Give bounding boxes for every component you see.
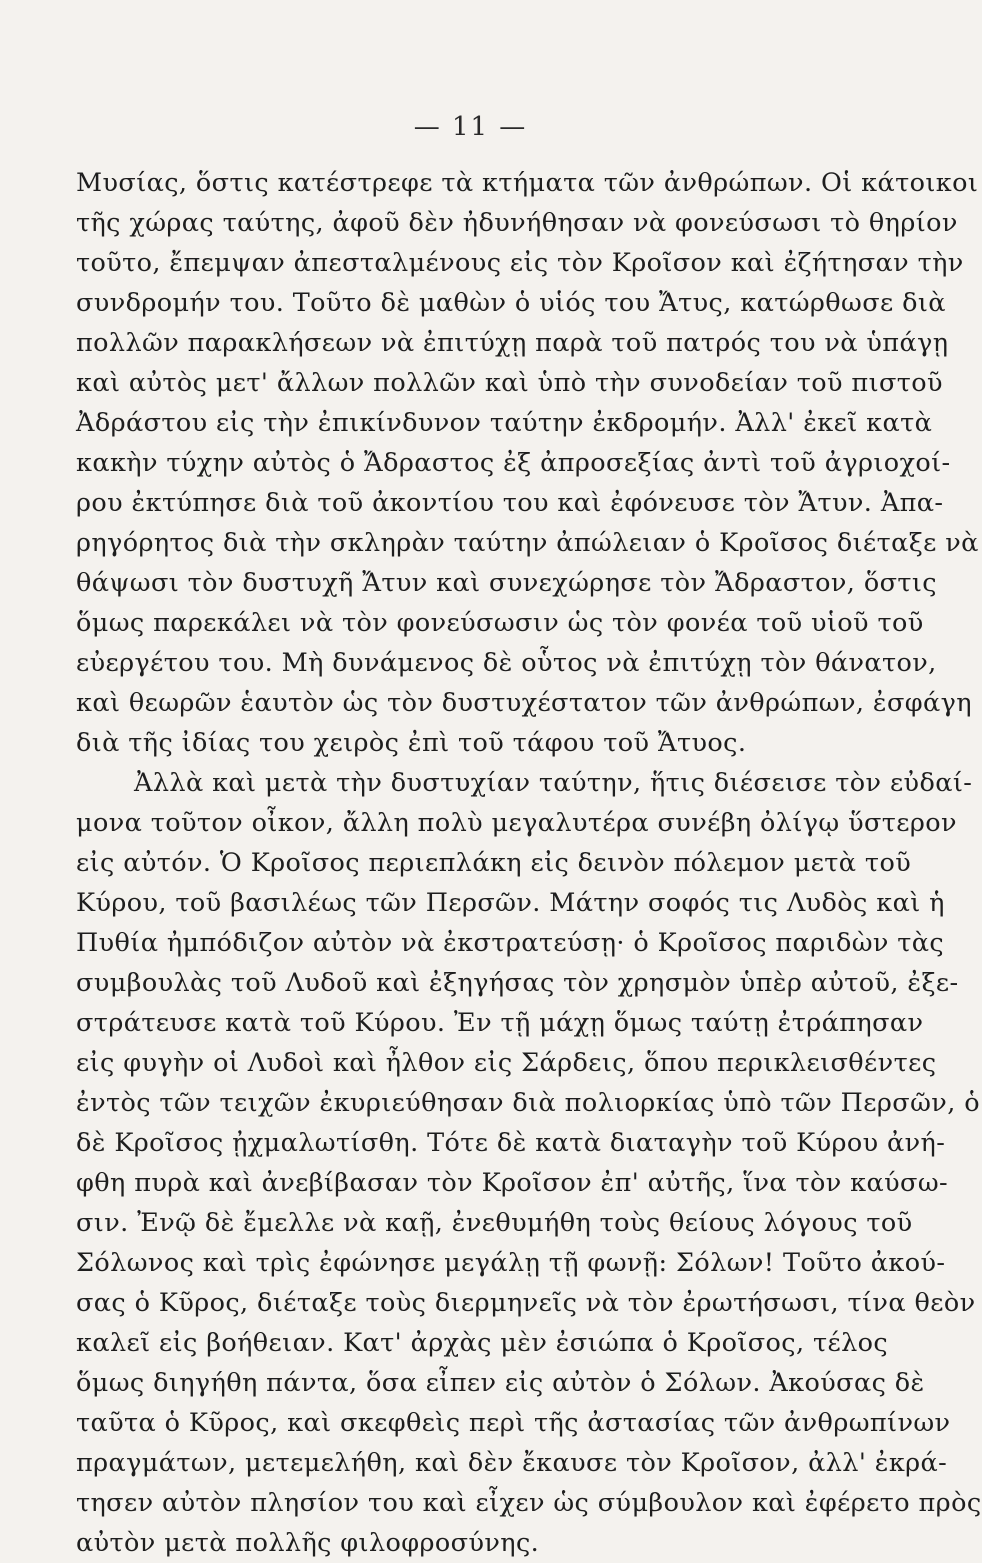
text-line: Ἀλλὰ καὶ μετὰ τὴν δυστυχίαν ταύτην, ἥτις διέσεισε τὸν εὐδαί- (134, 768, 973, 798)
text-line: συνδρομήν του. Τοῦτο δὲ μαθὼν ὁ υἱός του Ἄτυς, κατώρθωσε διὰ (76, 288, 946, 318)
text-line: Πυθία ἠμπόδιζον αὐτὸν νὰ ἐκστρατεύσῃ· ὁ Κροῖσος παριδὼν τὰς (76, 928, 945, 958)
text-line: φθη πυρὰ καὶ ἀνεβίβασαν τὸν Κροῖσον ἐπ' αὐτῆς, ἵνα τὸν καύσω- (76, 1168, 949, 1198)
text-line: αὐτὸν μετὰ πολλῆς φιλοφροσύνης. (76, 1528, 540, 1558)
text-line: ρου ἐκτύπησε διὰ τοῦ ἀκοντίου του καὶ ἐφόνευσε τὸν Ἄτυν. Ἀπα- (76, 488, 944, 518)
text-line: ὅμως διηγήθη πάντα, ὅσα εἶπεν εἰς αὐτὸν ὁ Σόλων. Ἀκούσας δὲ (76, 1368, 925, 1398)
text-line: Μυσίας, ὅστις κατέστρεφε τὰ κτήματα τῶν ἀνθρώπων. Οἱ κάτοικοι (76, 168, 979, 198)
text-line: διὰ τῆς ἰδίας του χειρὸς ἐπὶ τοῦ τάφου τοῦ Ἄτυος. (76, 728, 747, 758)
text-line: τοῦτο, ἔπεμψαν ἀπεσταλμένους εἰς τὸν Κροῖσον καὶ ἐζήτησαν τὴν (76, 248, 964, 278)
text-line: ρηγόρητος διὰ τὴν σκληρὰν ταύτην ἀπώλειαν ὁ Κροῖσος διέταξε νὰ (76, 528, 979, 558)
text-line: τῆς χώρας ταύτης, ἀφοῦ δὲν ἠδυνήθησαν νὰ φονεύσωσι τὸ θηρίον (76, 208, 958, 238)
body-text (76, 163, 982, 1563)
text-line: εὐεργέτου του. Μὴ δυνάμενος δὲ οὗτος νὰ ἐπιτύχῃ τὸν θάνατον, (76, 648, 937, 678)
paragraph (76, 763, 982, 1563)
text-line: πραγμάτων, μετεμελήθη, καὶ δὲν ἔκαυσε τὸν Κροῖσον, ἀλλ' ἐκρά- (76, 1448, 948, 1478)
text-line: ὅμως παρεκάλει νὰ τὸν φονεύσωσιν ὡς τὸν φονέα τοῦ υἱοῦ τοῦ (76, 608, 924, 638)
page-number: — 11 — (413, 112, 528, 142)
text-line: στράτευσε κατὰ τοῦ Κύρου. Ἐν τῇ μάχῃ ὅμως ταύτῃ ἐτράπησαν (76, 1008, 924, 1038)
text-line: εἰς αὐτόν. Ὁ Κροῖσος περιεπλάκη εἰς δεινὸν πόλεμον μετὰ τοῦ (76, 848, 912, 878)
text-line: Ἀδράστου εἰς τὴν ἐπικίνδυνον ταύτην ἐκδρομήν. Ἀλλ' ἐκεῖ κατὰ (76, 408, 933, 438)
text-line: κακὴν τύχην αὐτὸς ὁ Ἄδραστος ἐξ ἀπροσεξίας ἀντὶ τοῦ ἀγριοχοί- (76, 448, 951, 478)
text-line: εἰς φυγὴν οἱ Λυδοὶ καὶ ἦλθον εἰς Σάρδεις, ὅπου περικλεισθέντες (76, 1048, 937, 1078)
text-line: μονα τοῦτον οἶκον, ἄλλη πολὺ μεγαλυτέρα συνέβη ὀλίγῳ ὕστερον (76, 808, 957, 838)
text-line: καλεῖ εἰς βοήθειαν. Κατ' ἀρχὰς μὲν ἐσιώπα ὁ Κροῖσος, τέλος (76, 1328, 889, 1358)
text-line: θάψωσι τὸν δυστυχῆ Ἄτυν καὶ συνεχώρησε τὸν Ἄδραστον, ὅστις (76, 568, 937, 598)
text-line: Σόλωνος καὶ τρὶς ἐφώνησε μεγάλῃ τῇ φωνῇ: Σόλων! Τοῦτο ἀκού- (76, 1248, 946, 1278)
text-line: ἐντὸς τῶν τειχῶν ἐκυριεύθησαν διὰ πολιορκίας ὑπὸ τῶν Περσῶν, ὁ (76, 1088, 980, 1118)
text-line: τησεν αὐτὸν πλησίον του καὶ εἶχεν ὡς σύμβουλον καὶ ἐφέρετο πρὸς (76, 1488, 982, 1518)
text-line: πολλῶν παρακλήσεων νὰ ἐπιτύχῃ παρὰ τοῦ πατρός του νὰ ὑπάγῃ (76, 328, 949, 358)
text-line: Κύρου, τοῦ βασιλέως τῶν Περσῶν. Μάτην σοφός τις Λυδὸς καὶ ἡ (76, 888, 945, 918)
text-line: καὶ αὐτὸς μετ' ἄλλων πολλῶν καὶ ὑπὸ τὴν συνοδείαν τοῦ πιστοῦ (76, 368, 943, 398)
paragraph (76, 163, 979, 763)
text-line: σιν. Ἐνῷ δὲ ἔμελλε νὰ καῇ, ἐνεθυμήθη τοὺς θείους λόγους τοῦ (76, 1208, 913, 1238)
text-line: συμβουλὰς τοῦ Λυδοῦ καὶ ἐξηγήσας τὸν χρησμὸν ὑπὲρ αὐτοῦ, ἐξε- (76, 968, 959, 998)
text-line: καὶ θεωρῶν ἑαυτὸν ὡς τὸν δυστυχέστατον τῶν ἀνθρώπων, ἐσφάγη (76, 688, 972, 718)
text-line: δὲ Κροῖσος ᾐχμαλωτίσθη. Τότε δὲ κατὰ διαταγὴν τοῦ Κύρου ἀνή- (76, 1128, 946, 1158)
text-line: σας ὁ Κῦρος, διέταξε τοὺς διερμηνεῖς νὰ τὸν ἐρωτήσωσι, τίνα θεὸν (76, 1288, 976, 1318)
text-line: ταῦτα ὁ Κῦρος, καὶ σκεφθεὶς περὶ τῆς ἀστασίας τῶν ἀνθρωπίνων (76, 1408, 951, 1438)
